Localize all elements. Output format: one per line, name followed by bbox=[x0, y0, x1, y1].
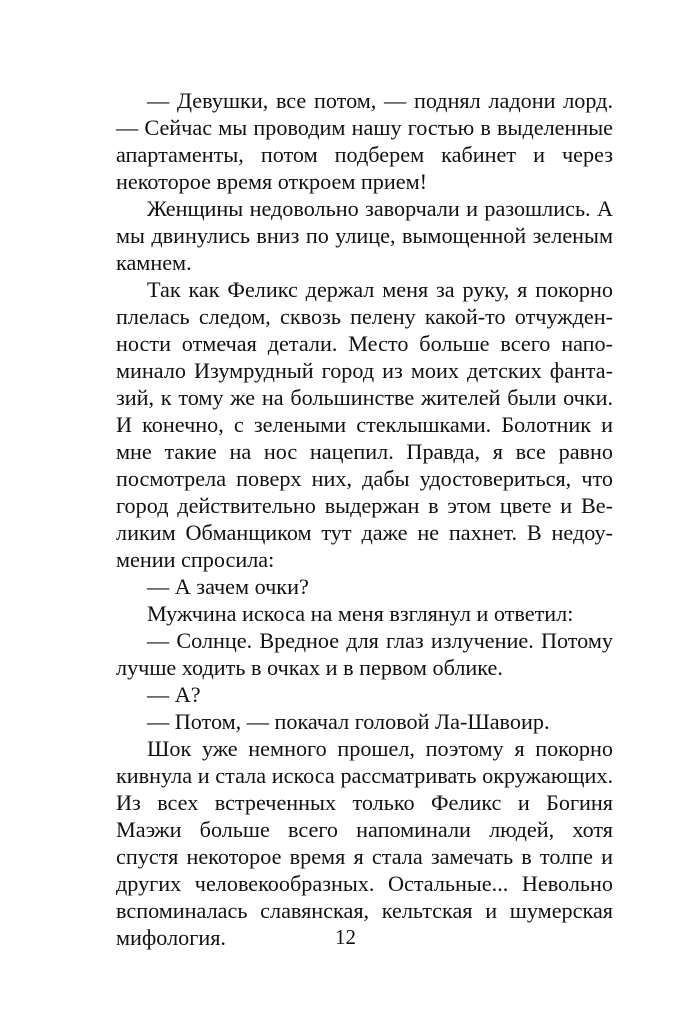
body-text bbox=[116, 87, 613, 951]
page-number: 12 bbox=[335, 925, 356, 949]
paragraph: — А зачем очки? bbox=[147, 574, 309, 599]
paragraph: Так как Феликс держал меня за руку, я покорно плелась следом, сквозь пелену какой-то отчужденности отмечая детали. Место больше всего напоминало Изумрудный город из моих детских фантазий, к тому же на большинстве жителей были очки. И конечно, с зелеными стеклышками. Болотник и мне такие на нос нацепил. Правда, я все равно посмотрела поверх них, дабы удостовериться, что город действительно выдержан в этом цвете и Великим Обманщиком тут даже не пахнет. В недоумении спросила: bbox=[116, 277, 613, 572]
paragraph: — Потом, — покачал головой Ла-Шавоир. bbox=[147, 709, 550, 734]
paragraph: — Солнце. Вредное для глаз излучение. Потому лучше ходить в очках и в первом облике. bbox=[116, 628, 613, 680]
paragraph: Шок уже немного прошел, поэтому я покорно кивнула и стала искоса рассматривать окружающих. Из всех встреченных только Феликс и Богиня Маэжи больше всего напоминали людей, хотя спустя некоторое время я стала замечать в толпе и других человекообразных. Остальные... Невольно вспоминалась славянская, кельтская и шумерская мифология. bbox=[116, 736, 613, 950]
paragraph: — А? bbox=[147, 682, 201, 707]
paragraph: Женщины недовольно заворчали и разошлись. А мы двинулись вниз по улице, вымощенной зеленым камнем. bbox=[116, 196, 613, 275]
paragraph: Мужчина искоса на меня взглянул и ответил: bbox=[147, 601, 574, 626]
paragraph: — Девушки, все потом, — поднял ладони лорд. — Сейчас мы проводим нашу гостью в выделенные апартаменты, потом подберем кабинет и через некоторое время откроем прием! bbox=[116, 88, 613, 194]
